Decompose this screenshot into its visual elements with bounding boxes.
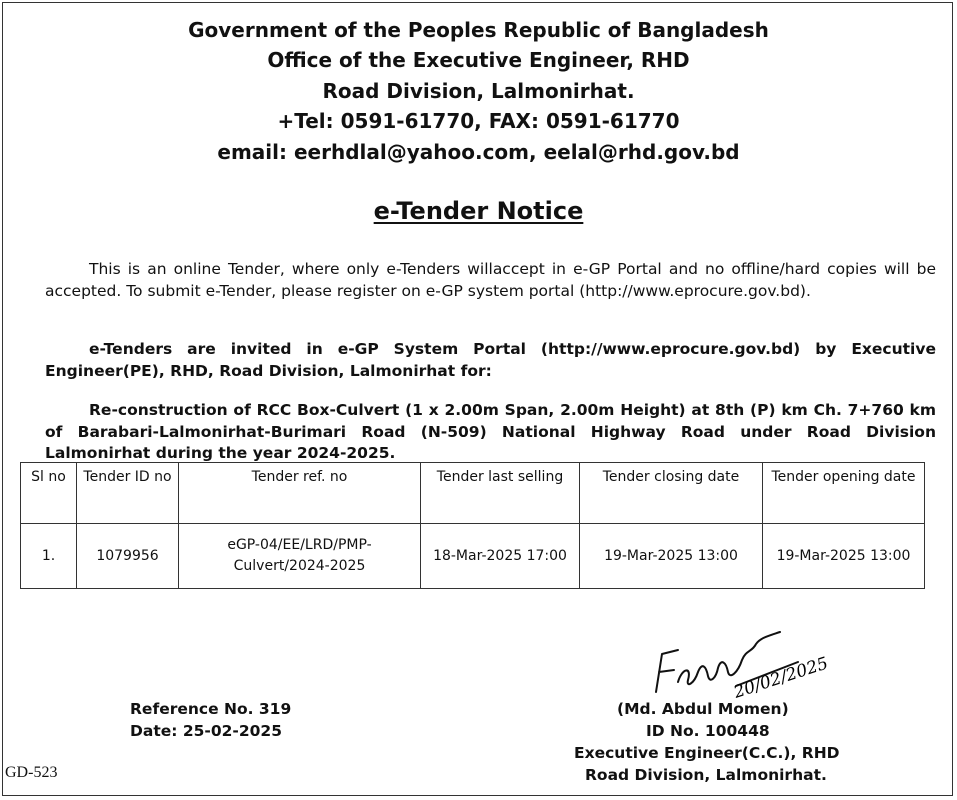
signer-title: Executive Engineer(C.C.), RHD	[574, 744, 840, 762]
header-division: Road Division, Lalmonirhat.	[322, 79, 635, 103]
header-sl-no: Sl no	[21, 463, 77, 524]
cell-opening-date: 19-Mar-2025 13:00	[763, 524, 925, 589]
signer-name: (Md. Abdul Momen)	[617, 700, 789, 718]
cell-tender-ref: eGP-04/EE/LRD/PMP-Culvert/2024-2025	[179, 524, 421, 589]
header-tender-ref: Tender ref. no	[179, 463, 421, 524]
signature-date: 20/02/2025	[731, 653, 831, 703]
intro-paragraph: This is an online Tender, where only e-Tenders willaccept in e-GP Portal and no offline/hard copies will be accepted. To submit e-Tender, please register on e-GP system portal (http://www.eprocure.gov.bd).	[45, 260, 936, 300]
table-header-row	[21, 463, 925, 524]
cell-sl-no: 1.	[21, 524, 77, 589]
header-government: Government of the Peoples Republic of Bangladesh	[188, 18, 769, 42]
notice-title: e-Tender Notice	[373, 197, 584, 225]
cell-last-selling: 18-Mar-2025 17:00	[421, 524, 580, 589]
header-tender-id: Tender ID no	[77, 463, 179, 524]
invite-paragraph: e-Tenders are invited in e-GP System Portal (http://www.eprocure.gov.bd) by Executive Engineer(PE), RHD, Road Division, Lalmonirhat for:	[45, 340, 936, 380]
handwritten-signature	[648, 622, 848, 707]
tender-table	[20, 462, 925, 589]
work-description: Re-construction of RCC Box-Culvert (1 x 2.00m Span, 2.00m Height) at 8th (P) km Ch. 7+760 km of Barabari-Lalmonirhat-Burimari Road (N-509) National Highway Road under Road Division Lalmonirhat during the year 2024-2025.	[45, 401, 936, 462]
reference-number: Reference No. 319	[130, 700, 292, 718]
table-row	[21, 524, 925, 589]
signer-id: ID No. 100448	[646, 722, 770, 740]
document-code: GD-523	[5, 764, 58, 781]
header-phone: +Tel: 0591-61770, FAX: 0591-61770	[277, 109, 680, 133]
header-last-selling: Tender last selling	[421, 463, 580, 524]
cell-tender-id: 1079956	[77, 524, 179, 589]
header-closing-date: Tender closing date	[580, 463, 763, 524]
header-opening-date: Tender opening date	[763, 463, 925, 524]
signer-office: Road Division, Lalmonirhat.	[585, 766, 827, 784]
header-office: Office of the Executive Engineer, RHD	[267, 48, 690, 72]
cell-closing-date: 19-Mar-2025 13:00	[580, 524, 763, 589]
header-email: email: eerhdlal@yahoo.com, eelal@rhd.gov.bd	[217, 140, 740, 164]
reference-date: Date: 25-02-2025	[130, 722, 282, 740]
